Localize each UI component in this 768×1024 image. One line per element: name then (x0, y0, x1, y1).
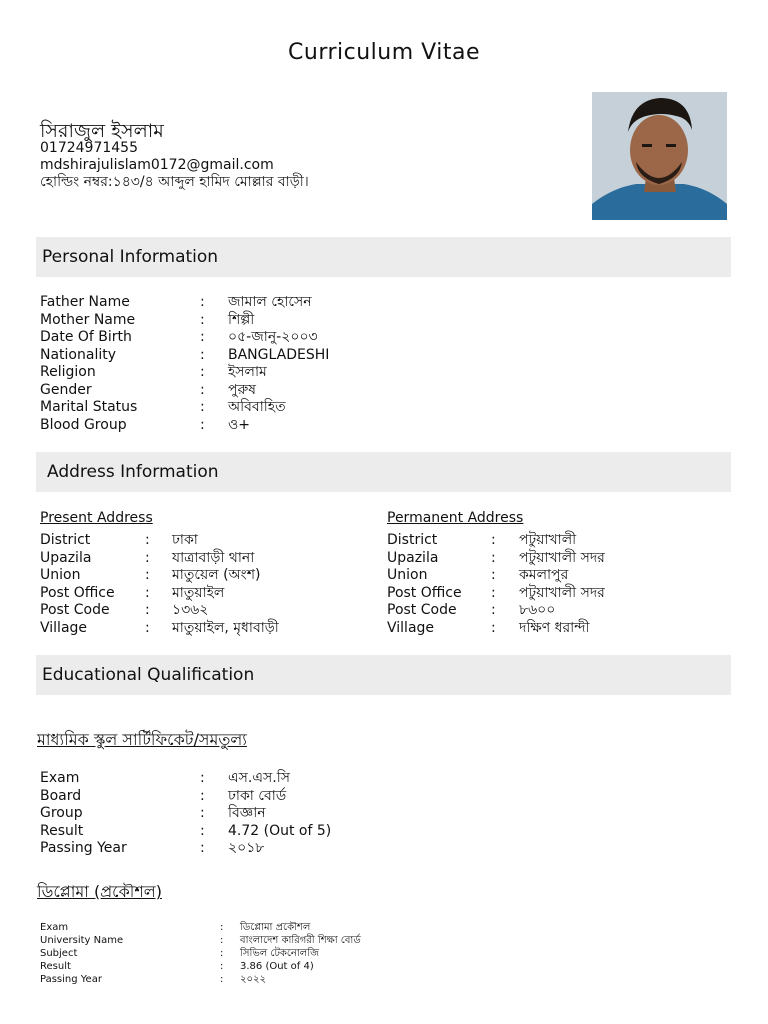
info-row (387, 567, 717, 585)
info-row (387, 550, 717, 568)
field-separator: : (200, 399, 205, 415)
info-row (40, 585, 360, 603)
field-label: Subject (40, 948, 78, 959)
ssc-table (40, 770, 440, 858)
present-address-heading: Present Address (40, 510, 153, 526)
field-value: দক্ষিণ ধরান্দী (519, 619, 590, 636)
field-separator: : (200, 294, 205, 310)
field-value: ডিপ্লোমা প্রকৌশল (240, 922, 311, 933)
field-label: Exam (40, 770, 80, 786)
field-value: জামাল হোসেন (228, 294, 312, 310)
field-separator: : (220, 961, 224, 972)
field-value: ২০২২ (240, 974, 267, 985)
info-row (387, 620, 717, 638)
info-row (40, 770, 440, 788)
field-separator: : (491, 619, 496, 636)
field-value: বিজ্ঞান (228, 805, 266, 821)
field-value: পটুয়াখালী (519, 532, 577, 548)
field-value: অবিবাহিত (228, 399, 286, 415)
field-label: Passing Year (40, 840, 127, 856)
field-value: ঢাকা (172, 532, 198, 548)
field-separator: : (491, 584, 496, 601)
field-value: কমলাপুর (519, 567, 569, 583)
info-row (40, 364, 440, 382)
info-row (40, 399, 440, 417)
field-label: District (387, 532, 438, 548)
field-separator: : (145, 602, 150, 618)
field-label: Post Code (40, 602, 110, 618)
field-value: মাতুয়েল (অংশ) (172, 567, 261, 583)
info-row (40, 550, 360, 568)
field-separator: : (200, 822, 205, 839)
field-value: যাত্রাবাড়ী থানা (172, 549, 255, 566)
field-label: Group (40, 805, 83, 821)
field-value: ঢাকা বোর্ড (228, 787, 287, 804)
info-row (40, 840, 440, 858)
candidate-name: সিরাজুল ইসলাম (40, 120, 164, 142)
profile-photo (592, 92, 727, 220)
permanent-address-heading: Permanent Address (387, 510, 524, 526)
field-label: Post Code (387, 602, 457, 618)
info-row (40, 567, 360, 585)
field-label: Gender (40, 381, 92, 398)
field-label: Blood Group (40, 416, 127, 433)
email-address: mdshirajulislam0172@gmail.com (40, 157, 274, 173)
field-separator: : (200, 311, 205, 328)
info-row (40, 934, 440, 947)
field-separator: : (200, 364, 205, 380)
field-separator: : (200, 770, 205, 786)
info-row (387, 585, 717, 603)
field-separator: : (145, 567, 150, 583)
field-separator: : (200, 805, 205, 821)
field-value: 4.72 (Out of 5) (228, 822, 332, 839)
field-separator: : (220, 948, 224, 959)
field-separator: : (491, 567, 496, 583)
field-separator: : (220, 974, 224, 985)
postal-address: হোল্ডিং নম্বর:১৪৩/৪ আব্দুল হামিদ মোল্লার বাড়ী। (40, 174, 309, 190)
info-row (40, 312, 440, 330)
field-label: Result (40, 961, 71, 972)
present-address-table (40, 532, 360, 637)
info-row (40, 620, 360, 638)
field-value: ১৩৬২ (172, 602, 209, 618)
field-label: Union (40, 567, 81, 583)
field-label: Upazila (387, 549, 439, 566)
field-separator: : (200, 787, 205, 804)
field-value: শিল্পী (228, 311, 255, 328)
field-label: Union (387, 567, 428, 583)
field-value: ৮৬০০ (519, 602, 556, 618)
field-label: Village (387, 619, 435, 636)
info-row (40, 347, 440, 365)
info-row (40, 921, 440, 934)
info-row (40, 382, 440, 400)
field-value: ও+ (228, 416, 251, 433)
info-row (40, 823, 440, 841)
field-separator: : (200, 381, 205, 398)
field-label: Post Office (387, 584, 462, 601)
field-value: BANGLADESHI (228, 346, 330, 363)
field-label: Date Of Birth (40, 329, 132, 345)
info-row (40, 960, 440, 973)
field-separator: : (145, 549, 150, 566)
field-value: ইসলাম (228, 364, 267, 380)
field-label: Post Office (40, 584, 115, 601)
info-row (40, 417, 440, 435)
field-label: Marital Status (40, 399, 138, 415)
info-row (40, 947, 440, 960)
field-label: Village (40, 619, 88, 636)
field-label: Upazila (40, 549, 92, 566)
field-label: Father Name (40, 294, 130, 310)
field-label: Board (40, 787, 82, 804)
field-label: Result (40, 822, 84, 839)
field-label: Passing Year (40, 974, 102, 985)
field-separator: : (220, 935, 224, 946)
document-title: Curriculum Vitae (288, 40, 480, 65)
field-value: মাতুয়াইল (172, 584, 225, 601)
field-separator: : (220, 922, 224, 933)
info-row (40, 788, 440, 806)
diploma-heading: ডিপ্লোমা (প্রকৌশল) (37, 882, 162, 901)
info-row (40, 294, 440, 312)
phone-number: 01724971455 (40, 140, 138, 156)
field-value: 3.86 (Out of 4) (240, 961, 314, 972)
field-value: পটুয়াখালী সদর (519, 584, 605, 601)
field-label: Exam (40, 922, 69, 933)
field-separator: : (145, 619, 150, 636)
info-row (40, 805, 440, 823)
field-separator: : (491, 602, 496, 618)
field-separator: : (200, 329, 205, 345)
field-value: ০৫-জানু-২০০৩ (228, 329, 318, 345)
field-separator: : (145, 584, 150, 601)
info-row (387, 532, 717, 550)
field-label: Mother Name (40, 311, 136, 328)
field-separator: : (200, 416, 205, 433)
field-separator: : (200, 346, 205, 363)
field-separator: : (200, 840, 205, 856)
section-heading-address: Address Information (36, 452, 731, 492)
ssc-heading: মাধ্যমিক স্কুল সার্টিফিকেট/সমতুল্য (37, 730, 247, 749)
info-row (40, 602, 360, 620)
field-value: সিভিল টেকনোলজি (240, 948, 320, 959)
field-value: পটুয়াখালী সদর (519, 549, 605, 566)
info-row (40, 329, 440, 347)
info-row (40, 532, 360, 550)
diploma-table (40, 921, 440, 986)
field-value: এস.এস.সি (228, 770, 290, 786)
field-separator: : (491, 549, 496, 566)
field-label: District (40, 532, 91, 548)
info-row (40, 973, 440, 986)
field-value: বাংলাদেশ কারিগরী শিক্ষা বোর্ড (240, 935, 361, 946)
permanent-address-table (387, 532, 717, 637)
field-separator: : (145, 532, 150, 548)
field-label: Religion (40, 364, 96, 380)
personal-info-table (40, 294, 440, 434)
field-separator: : (491, 532, 496, 548)
field-value: পুরুষ (228, 381, 256, 398)
field-label: University Name (40, 935, 124, 946)
section-heading-education: Educational Qualification (36, 655, 731, 695)
info-row (387, 602, 717, 620)
section-heading-personal: Personal Information (36, 237, 731, 277)
field-value: ২০১৮ (228, 840, 265, 856)
field-label: Nationality (40, 346, 117, 363)
field-value: মাতুয়াইল, মৃধাবাড়ী (172, 619, 279, 636)
